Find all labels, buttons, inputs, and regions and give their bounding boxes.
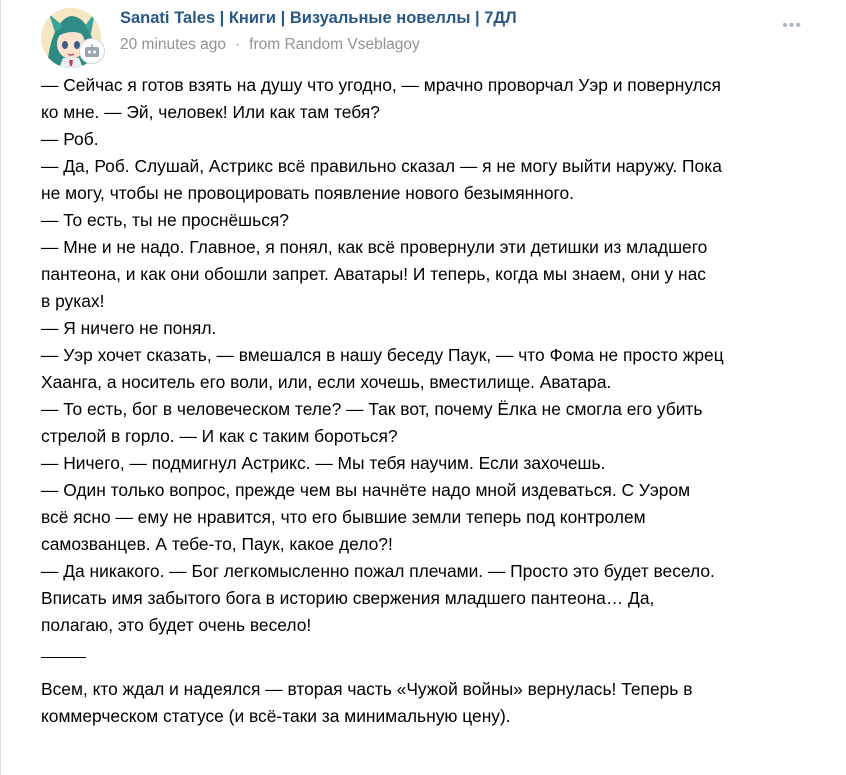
text-line: — Сейчас я готов взять на душу что угодно, — мрачно проворчал Уэр и повернулся bbox=[41, 75, 721, 95]
text-line: — То есть, ты не проснёшься? bbox=[41, 210, 289, 230]
footer-line: коммерческом статусе (и всё-таки за минимальную цену). bbox=[41, 706, 511, 726]
post-time[interactable]: 20 minutes ago bbox=[120, 36, 226, 53]
text-line: — Я ничего не понял. bbox=[41, 318, 217, 338]
post-header bbox=[1, 0, 846, 70]
random-bot-icon bbox=[84, 44, 100, 58]
text-line: стрелой в горло. — И как с таким бороться? bbox=[41, 426, 398, 446]
text-line: полагаю, это будет очень весело! bbox=[41, 615, 312, 635]
post-text bbox=[41, 72, 811, 730]
post-meta bbox=[120, 36, 420, 54]
text-line: — Уэр хочет сказать, — вмешался в нашу беседу Паук, — что Фома не просто жрец bbox=[41, 345, 724, 365]
text-line: Хаанга, а носитель его воли, или, если хочешь, вместилище. Аватара. bbox=[41, 372, 612, 392]
text-line: — Роб. bbox=[41, 129, 99, 149]
text-line: ко мне. — Эй, человек! Или как там тебя? bbox=[41, 102, 380, 122]
text-line: — Один только вопрос, прежде чем вы начнёте надо мной издеваться. С Уэром bbox=[41, 480, 691, 500]
text-line: — Мне и не надо. Главное, я понял, как всё провернули эти детишки из младшего bbox=[41, 237, 708, 257]
spacer bbox=[41, 666, 811, 676]
separator-rule bbox=[41, 657, 86, 658]
text-line: не могу, чтобы не провоцировать появление нового безымянного. bbox=[41, 183, 574, 203]
post-source[interactable]: from Random Vseblagoy bbox=[249, 36, 420, 53]
text-line: — Да никакого. — Бог легкомысленно пожал плечами. — Просто это будет весело. bbox=[41, 561, 715, 581]
text-line: в руках! bbox=[41, 291, 105, 311]
text-line: Вписать имя забытого бога в историю свержения младшего пантеона… Да, bbox=[41, 588, 655, 608]
separator-line bbox=[41, 639, 811, 666]
text-line: всё ясно — ему не нравится, что его бывшие земли теперь под контролем bbox=[41, 507, 646, 527]
random-bot-badge bbox=[79, 38, 105, 64]
more-icon[interactable]: ••• bbox=[782, 17, 802, 34]
text-line: — То есть, бог в человеческом теле? — Так вот, почему Ёлка не смогла его убить bbox=[41, 399, 703, 419]
text-line: самозванцев. А тебе-то, Паук, какое дело?! bbox=[41, 534, 393, 554]
text-line: — Да, Роб. Слушай, Астрикс всё правильно сказал — я не могу выйти наружу. Пока bbox=[41, 156, 722, 176]
text-line: пантеона, и как они обошли запрет. Аватары! И теперь, когда мы знаем, они у нас bbox=[41, 264, 706, 284]
post-author-link[interactable]: Sanati Tales | Книги | Визуальные новеллы | 7ДЛ bbox=[120, 9, 517, 27]
footer-line: Всем, кто ждал и надеялся — вторая часть «Чужой войны» вернулась! Теперь в bbox=[41, 679, 693, 699]
text-line: — Ничего, — подмигнул Астрикс. — Мы тебя научим. Если захочешь. bbox=[41, 453, 606, 473]
meta-separator: · bbox=[235, 36, 241, 53]
